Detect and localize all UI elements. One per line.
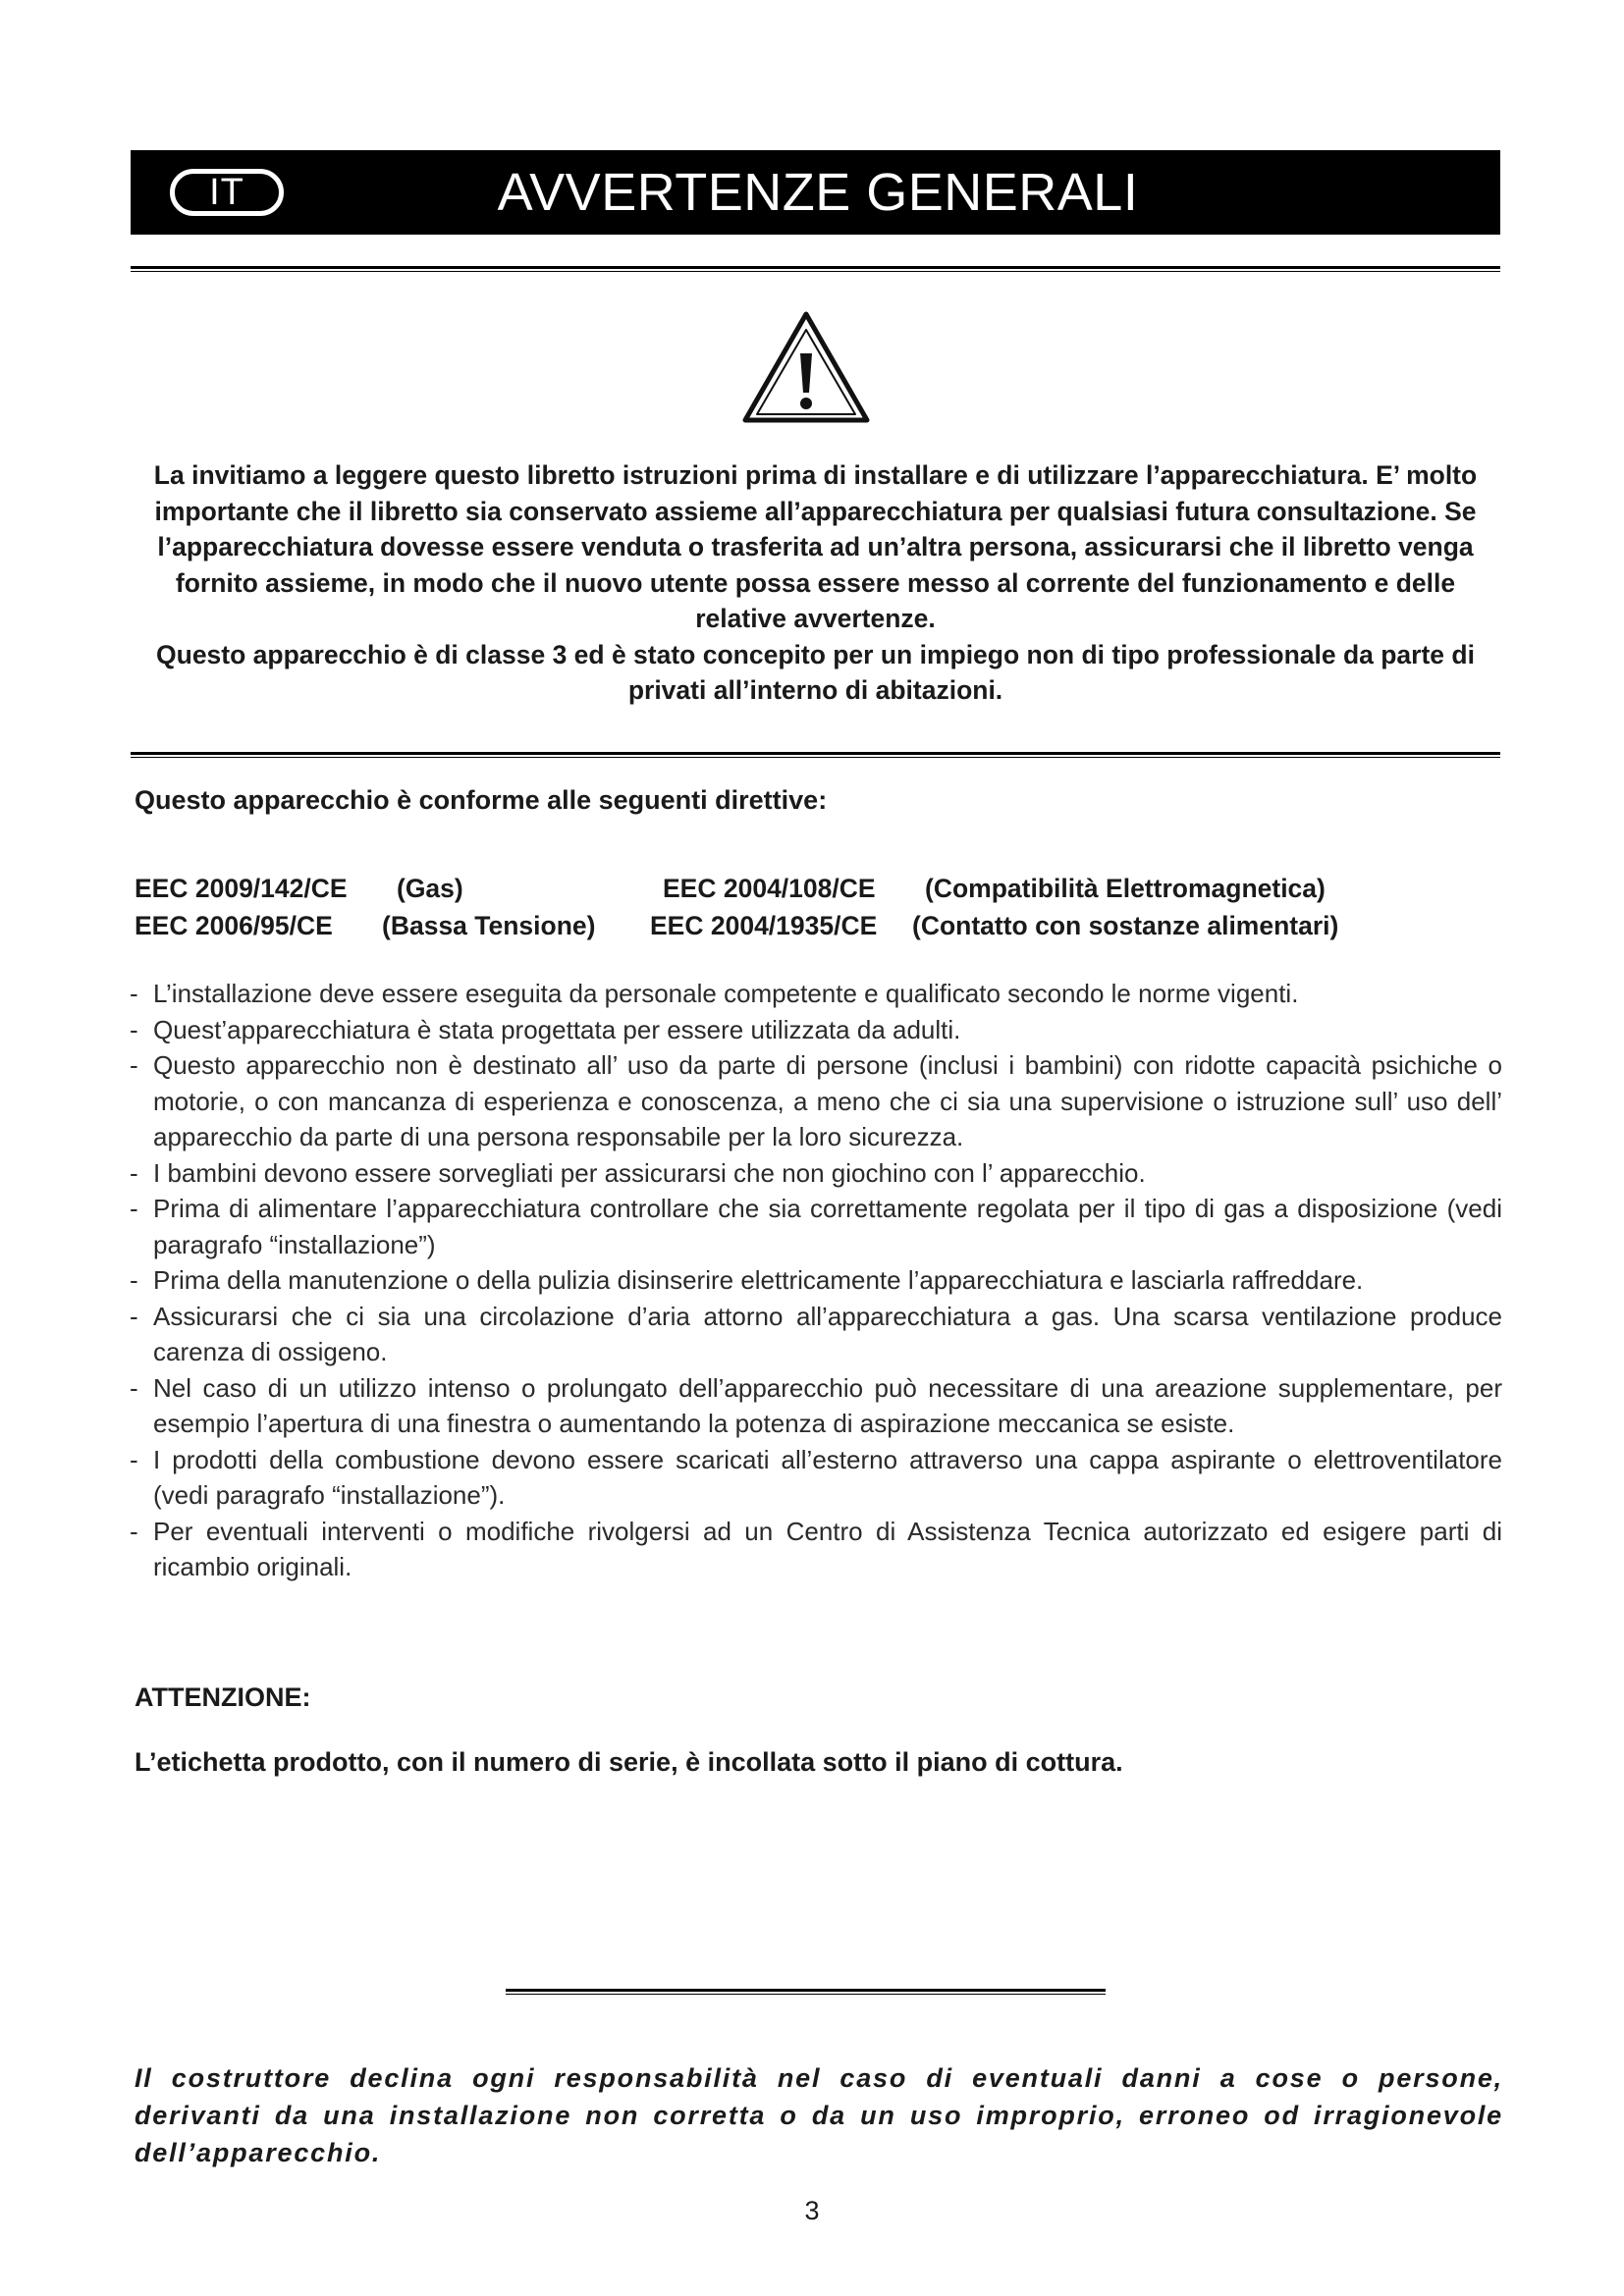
header-banner [131,150,1500,235]
list-item: - Prima di alimentare l’apparecchiatura controllare che sia correttamente regolata per il tipo di gas a disposizione (vedi paragrafo “installazione”) [130,1194,1502,1259]
directive-desc: (Gas) [397,874,463,903]
language-badge: IT [170,169,284,216]
list-item: - I bambini devono essere sorvegliati per assicurarsi che non giochino con l’ apparecchio. [130,1157,1146,1188]
divider-top [131,266,1500,272]
directive-code: EEC 2009/142/CE [135,874,348,903]
label-note: L’etichetta prodotto, con il numero di serie, è incollata sotto il piano di cottura. [135,1747,1123,1777]
list-item: - Per eventuali interventi o modifiche rivolgersi ad un Centro di Assistenza Tecnica autorizzato ed esigere parti di ricambio originali. [130,1516,1502,1581]
directive-desc: (Compatibilità Elettromagnetica) [925,874,1326,903]
list-item: - Prima della manutenzione o della pulizia disinserire elettricamente l’apparecchiatura e lasciarla raffreddare. [130,1265,1364,1295]
list-item: - I prodotti della combustione devono essere scaricati all’esterno attraverso una cappa aspirante o elettroventilatore (vedi paragrafo “installazione”). [130,1444,1502,1510]
list-item: - Quest’apparecchiatura è stata progettata per essere utilizzata da adulti. [130,1014,961,1044]
disclaimer: Il costruttore declina ogni responsabilità nel caso di eventuali danni a cose o persone, derivanti da una installazione non corretta o da un uso improprio, erroneo od irragionevole dell’apparecchio. [135,2063,1503,2167]
attention-heading: ATTENZIONE: [135,1682,311,1712]
page-number: 3 [804,2196,820,2225]
directive-desc: (Bassa Tensione) [382,911,596,940]
divider-middle [131,752,1500,758]
directive-code: EEC 2004/1935/CE [650,911,878,940]
directives-heading: Questo apparecchio è conforme alle seguenti direttive: [135,785,828,815]
list-item: - Nel caso di un utilizzo intenso o prolungato dell’apparecchio può necessitare di una areazione supplementare, per esempio l’apertura di una finestra o aumentando la potenza di aspirazione meccanica se esiste. [130,1372,1502,1438]
page-title: AVVERTENZE GENERALI [497,163,1139,222]
directive-code: EEC 2004/108/CE [663,874,876,903]
list-item: - Assicurarsi che ci sia una circolazione d’aria attorno all’apparecchiatura a gas. Una scarsa ventilazione produce carenza di ossigeno. [130,1301,1502,1366]
divider-bottom [506,1989,1106,1995]
list-item: - Questo apparecchio non è destinato all’ uso da parte di persone (inclusi i bambini) con ridotte capacità psichiche o motorie, o con mancanza di esperienza e conoscenza, a meno che ci sia una supervisione o istruzione sull’ uso dell’ apparecchio da parte di una persona responsabile per la loro sicurezza. [130,1050,1502,1151]
warning-triangle-icon [739,308,873,428]
intro-paragraph: Questo apparecchio è di classe 3 ed è stato concepito per un impiego non di tipo professionale da parte di privati all’interno di abitazioni. [156,639,1475,705]
warnings-list [128,976,1502,1585]
directive-code: EEC 2006/95/CE [135,911,333,940]
intro-paragraph: La invitiamo a leggere questo libretto istruzioni prima di installare e di utilizzare l’apparecchiatura. E’ molto importante che il libretto sia conservato assieme all’apparecchiatura per qualsiasi futura consultazione. Se l’apparecchiatura dovesse essere venduta o trasferita ad un’altra persona, assicurarsi che il libretto venga fornito assieme, in modo che il nuovo utente possa essere messo al corrente del funzionamento e delle relative avvertenze. [153,460,1478,633]
directive-desc: (Contatto con sostanze alimentari) [912,911,1339,940]
list-item: - L’installazione deve essere eseguita da personale competente e qualificato secondo le norme vigenti. [130,979,1299,1008]
intro-text [131,457,1500,709]
